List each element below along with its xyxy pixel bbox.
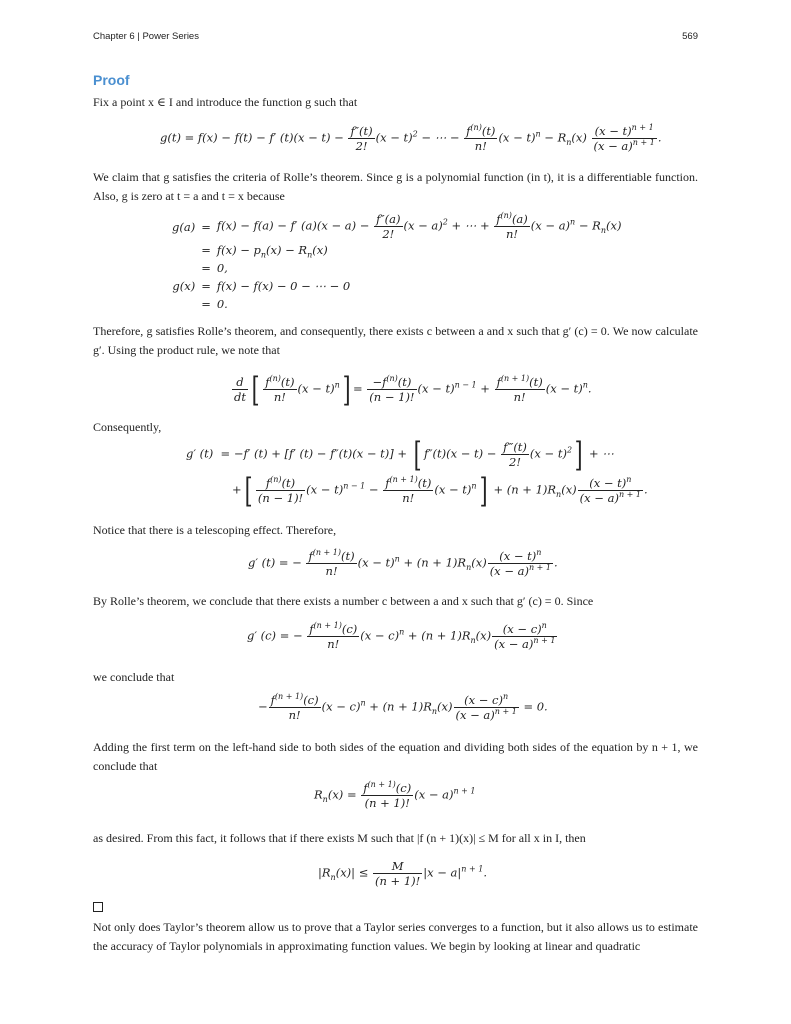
paragraph-consequently: Consequently, xyxy=(93,420,162,434)
equation-line: = 0, xyxy=(201,261,228,275)
proof-heading: Proof xyxy=(93,72,130,88)
equation-line: = $f(x) - p_n(x) - R_n(x)$ xyxy=(201,243,328,260)
equation-equals-zero: − $\frac{f^{(n + 1)}(c)}{n!}$ $(x - c)^n + (n + 1)R_n(x)$ $\frac{(x - c)^n}{(x - a)^{n + 1}}$ = 0. xyxy=(258,692,548,722)
paragraph-we-conclude: we conclude that xyxy=(93,670,175,684)
paragraph-rolle-claim: We claim that g satisfies the criteria of Rolle’s theorem. Since g is a polynomial function (in t), it is a differentiable function. Also, g is zero at t = a and t = x because xyxy=(93,170,698,203)
equation-g-definition: g(t) = f(x) − f(t) − f′ (t)(x − t) − $\frac{f''(t)}{2!}$ $(x - t)^2$ − ⋯ − $\frac{f^{(n)}(t)}{n!}$ $(x - t)^n - R_n(x)$ $\frac{(x - t)^{n + 1}}{(x - a)^{n + 1}}$ . xyxy=(160,123,662,153)
running-header-chapter: Chapter 6 | Power Series xyxy=(93,31,199,42)
paragraph-as-desired: as desired. From this fact, it follows that if there exists M such that |f (n + 1)(x)| ≤ M for all x in I, then xyxy=(93,831,586,845)
equation-gprime-expansion-line1: g′ (t) = −f′ (t) + [f′ (t) − f″(t)(x − t)] + [ f″(t)(x − t) − $\frac{f‴(t)}{2!}$ $(x - t)^2$] + ⋯ xyxy=(186,434,614,475)
equation-g-zero-block xyxy=(172,212,621,313)
equation-remainder: $R_n(x)$ = $\frac{f^{(n + 1)}(c)}{(n + 1)!}$ $(x - a)^{n + 1}$ xyxy=(314,780,476,810)
paragraph-adding-first-term: Adding the first term on the left-hand side to both sides of the equation and dividing both sides of the equation by n + 1, we conclude that xyxy=(93,740,698,773)
paragraph-telescoping: Notice that there is a telescoping effect. Therefore, xyxy=(93,523,337,537)
paragraph-rolle-conclude: By Rolle’s theorem, we conclude that there exists a number c between a and x such that g′ (c) = 0. Since xyxy=(93,594,594,608)
page-number: 569 xyxy=(682,31,698,42)
equation-line: = 0. xyxy=(201,297,228,311)
equation-line: g(x) = f(x) − f(x) − 0 − ⋯ − 0 xyxy=(172,279,351,293)
equation-line: g(a) = f(x) − f(a) − f′ (a)(x − a) − $\frac{f''(a)}{2!}$ $(x - a)^2$ + ⋯ + $\frac{f^{(n)}(a)}{n!}$ $(x - a)^n - R_n(x)$ xyxy=(172,211,622,241)
paragraph-rolle-satisfied: Therefore, g satisfies Rolle’s theorem, and consequently, there exists c between a and x such that g′ (c) = 0. We now calculate g′. Using the product rule, we note that xyxy=(93,324,698,357)
paragraph-taylor-accuracy: Not only does Taylor’s theorem allow us to prove that a Taylor series converges to a function, but it also allows us to estimate the accuracy of Taylor polynomials in approximating function values. We begin by looking at linear and quadratic xyxy=(93,920,698,953)
paragraph-fix-point: Fix a point x ∈ I and introduce the function g such that xyxy=(93,95,358,109)
equation-remainder-bound: $|R_n(x)|$ ≤ $\frac{M}{(n + 1)!}$ $|x - a|^{n + 1}$. xyxy=(318,859,487,888)
equation-gprime-c: g′ (c) = − $\frac{f^{(n + 1)}(c)}{n!}$ $(x - c)^n + (n + 1)R_n(x)$ $\frac{(x - c)^n}{(x - a)^{n + 1}}$ xyxy=(247,621,556,651)
equation-gprime-expansion-line2: +[ $\frac{f^{(n)}(t)}{(n - 1)!}$ $(x - t)^{n - 1}$ − $\frac{f^{(n + 1)}(t)}{n!}$ $(x - t)^n] + (n + 1)R_n(x)$ $\frac{(x - t)^n}{(x - a)^{n + 1}}$ . xyxy=(232,470,648,511)
equation-gprime-telescoped: g′ (t) = − $\frac{f^{(n + 1)}(t)}{n!}$ $(x - t)^n + (n + 1)R_n(x)$ $\frac{(x - t)^n}{(x - a)^{n + 1}}$ . xyxy=(248,548,558,578)
qed-square-icon xyxy=(93,902,103,912)
equation-product-rule: $\frac{d}{dt}$ [ $\frac{f^{(n)}(t)}{n!}$ $(x - t)^n$] = $\frac{-f^{(n)}(t)}{(n - 1)!}$ $(x - t)^{n - 1}$ + $\frac{f^{(n + 1)}(t)}{n!}$ $(x - t)^n$. xyxy=(234,369,592,410)
